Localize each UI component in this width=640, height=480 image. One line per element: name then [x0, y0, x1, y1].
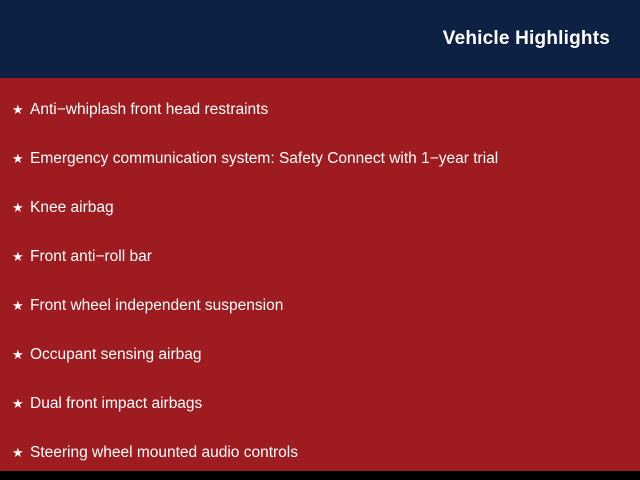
list-item[interactable]: [0, 390, 640, 439]
highlights-list: [0, 78, 640, 471]
list-item[interactable]: [0, 439, 640, 471]
list-item-label: Knee airbag: [30, 199, 114, 216]
list-item-label: Front wheel independent suspension: [30, 297, 284, 314]
list-item-label: Emergency communication system: Safety Connect with 1−year trial: [30, 150, 499, 167]
list-item[interactable]: [0, 243, 640, 292]
star-icon: ★: [12, 298, 24, 313]
star-icon: ★: [12, 200, 24, 215]
star-icon: ★: [12, 396, 24, 411]
list-item[interactable]: [0, 341, 640, 390]
list-item-label: Occupant sensing airbag: [30, 346, 202, 363]
slide-header: [0, 0, 640, 78]
list-item-label: Anti−whiplash front head restraints: [30, 101, 269, 118]
list-item[interactable]: [0, 194, 640, 243]
star-icon: ★: [12, 347, 24, 362]
list-item-label: Dual front impact airbags: [30, 395, 203, 412]
list-item[interactable]: [0, 145, 640, 194]
list-item[interactable]: [0, 96, 640, 145]
list-item[interactable]: [0, 292, 640, 341]
star-icon: ★: [12, 249, 24, 264]
star-icon: ★: [12, 151, 24, 166]
page-title: Vehicle Highlights: [442, 28, 610, 49]
star-icon: ★: [12, 445, 24, 460]
footer-bar: [0, 471, 640, 480]
list-item-label: Front anti−roll bar: [30, 248, 152, 265]
list-item-label: Steering wheel mounted audio controls: [30, 444, 298, 461]
star-icon: ★: [12, 102, 24, 117]
